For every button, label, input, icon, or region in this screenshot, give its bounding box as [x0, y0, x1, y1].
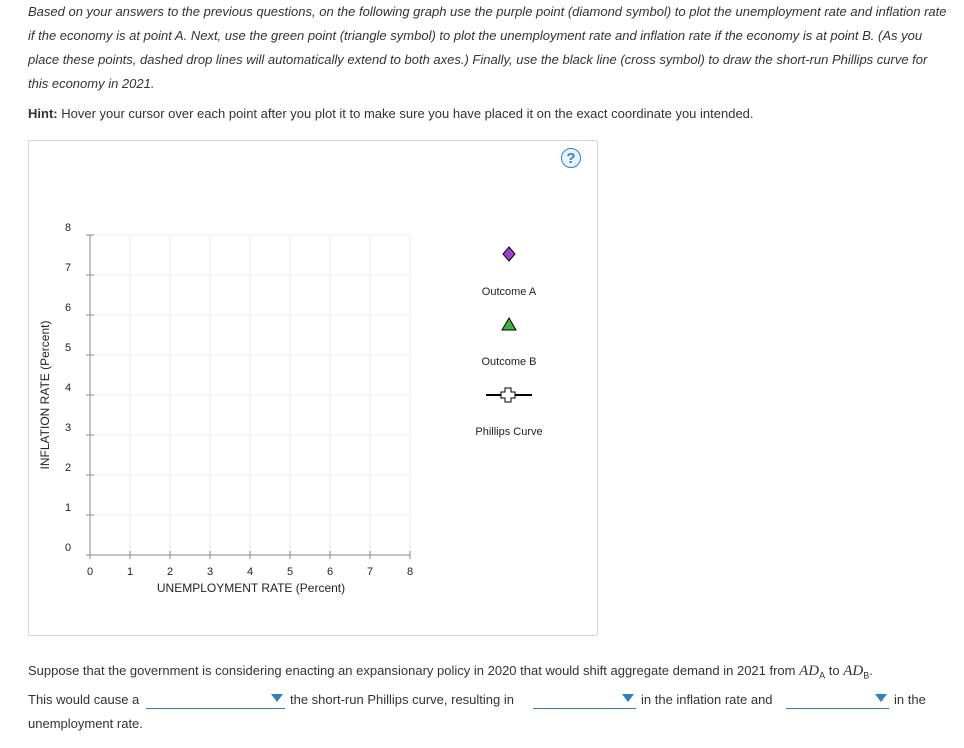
y-tick-label: 0 [64, 542, 72, 554]
help-icon[interactable]: ? [561, 148, 581, 168]
y-tick-label: 4 [64, 382, 72, 394]
palette-outcome-a[interactable] [482, 247, 537, 298]
inflation-rate-text: in the inflation rate and [641, 692, 773, 707]
y-tick-label: 7 [64, 262, 72, 274]
y-axis-title: INFLATION RATE (Percent) [38, 320, 52, 470]
question-sentence-1: Suppose that the government is considering enacting an expansionary policy in 2020 that would shift aggregate demand in 2021 from $AD_A$ to $AD_B$. [28, 663, 873, 681]
y-tick-label: 5 [64, 342, 72, 354]
short-run-text: the short-run Phillips curve, resulting in [290, 692, 514, 707]
x-tick-label: 4 [246, 566, 254, 578]
x-tick-label: 7 [366, 566, 374, 578]
hint-label: Hint: [28, 106, 58, 121]
x-tick-label: 1 [126, 566, 134, 578]
chevron-down-icon[interactable] [875, 694, 887, 702]
y-tick-label: 6 [64, 302, 72, 314]
x-axis-title: UNEMPLOYMENT RATE (Percent) [156, 581, 346, 595]
chevron-down-icon[interactable] [271, 694, 283, 702]
green-triangle-icon[interactable] [502, 318, 516, 330]
y-tick-label: 2 [64, 462, 72, 474]
inflation-change-dropdown[interactable] [533, 690, 636, 709]
y-tick-label: 1 [64, 502, 72, 514]
palette-label-outcome-b: Outcome B [481, 356, 537, 368]
x-tick-label: 0 [86, 566, 94, 578]
palette-phillips-curve[interactable] [475, 388, 542, 438]
cross-icon[interactable] [501, 388, 515, 402]
chevron-down-icon[interactable] [622, 694, 634, 702]
this-would-cause-text: This would cause a [28, 692, 140, 707]
palette-outcome-b[interactable] [481, 318, 536, 368]
x-tick-label: 6 [326, 566, 334, 578]
unemployment-change-dropdown[interactable] [786, 690, 889, 709]
graph-grid [90, 235, 410, 555]
x-tick-label: 5 [286, 566, 294, 578]
unemployment-rate-text: unemployment rate. [28, 716, 143, 731]
shift-direction-dropdown[interactable] [146, 690, 285, 709]
palette-label-phillips-curve: Phillips Curve [475, 426, 543, 438]
x-tick-label: 8 [406, 566, 414, 578]
in-the-text: in the [894, 692, 926, 707]
hint-body: Hover your cursor over each point after you plot it to make sure you have placed it on the exact coordinate you intended. [57, 106, 754, 121]
y-tick-label: 3 [64, 422, 72, 434]
purple-diamond-icon[interactable] [503, 247, 515, 261]
y-tick-label: 8 [64, 222, 72, 234]
x-tick-label: 2 [166, 566, 174, 578]
instructions-text: Based on your answers to the previous questions, on the following graph use the purple point (diamond symbol) to plot the unemployment rate and inflation rate if the economy is at point A. Next, use the green point (triangle symbol) to plot the unemployment rate and inflation rate if the economy is at point B. (As you place these points, dashed drop lines will automatically extend to both axes.) Finally, use the black line (cross symbol) to draw the short-run Phillips curve for this economy in 2021. [28, 4, 947, 91]
x-tick-label: 3 [206, 566, 214, 578]
palette-label-outcome-a: Outcome A [481, 286, 537, 298]
